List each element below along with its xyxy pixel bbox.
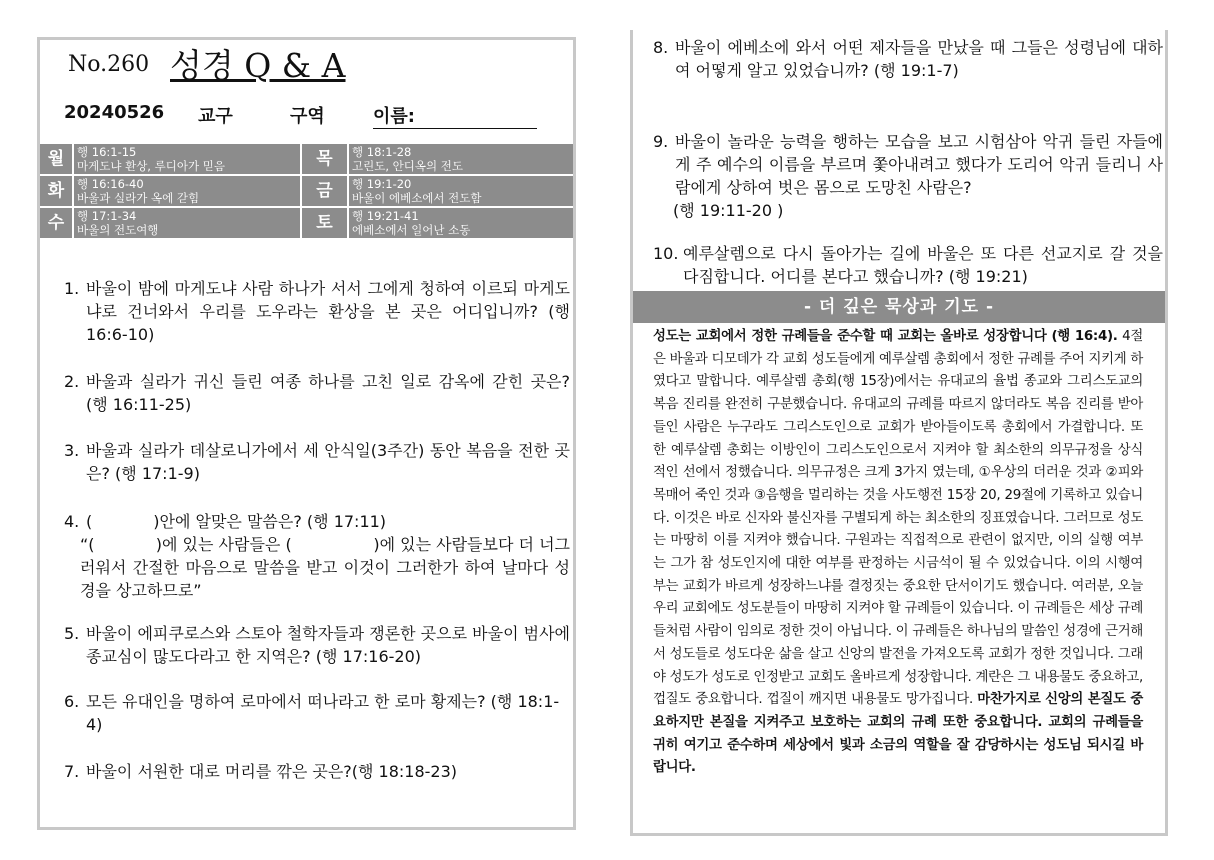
question-5 xyxy=(64,622,570,668)
meditation-bold-intro: 성도는 교회에서 정한 규례들을 준수할 때 교회는 올바로 성장합니다 (행 16:4). xyxy=(653,329,1118,344)
question-text: 바울과 실라가 귀신 들린 여종 하나를 고친 일로 감옥에 갇힌 곳은? (행 16:11-25) xyxy=(86,372,570,414)
schedule-desc: 바울의 전도여행 xyxy=(77,223,159,237)
question-text: 바울이 놀라운 능력을 행하는 모습을 보고 시험삼아 악귀 들린 자들에게 주 예수의 이름을 부르며 쫓아내려고 했다가 도리어 악귀 들리니 사람에게 상하여 벗은 몸으로 도망친 사람은? xyxy=(675,132,1163,197)
question-2 xyxy=(64,370,570,416)
issue-number: No.260 xyxy=(68,52,150,77)
zone-label: 구역 xyxy=(290,106,325,127)
question-7 xyxy=(64,760,570,783)
meditation-text: 4절은 바울과 디모데가 각 교회 성도들에게 예루살렘 총회에서 정한 규례를 주어 지키게 하였다고 말합니다. 예루살렘 총회(행 15장)에서는 유대교의 율법 종교와 그리스도교의 복음 진리를 완전히 구분했습니다. 유대교의 규례를 따르지 않더라도 복음 진리를 받아들인 사람은 누구라도 그리스도인으로 교회가 받아들이도록 총회에서 가결합니다. 또한 예루살렘 총회는 이방인이 그리스도인으로서 지켜야 할 최소한의 의무규정을 상식적인 선에서 정했습니다. 의무규정은 크게 3가지 였는데, ①우상의 더러운 것과 ②피와 목매어 죽인 것과 ③음행을 멀리하는 것을 사도행전 15장 20, 29절에 기록하고 있습니다. 이것은 바로 신자와 불신자를 구별되게 하는 최소한의 징표였습니다. 그러므로 성도는 마땅히 이를 지켜야 했습니다. 구원과는 직접적으로 관련이 없지만, 이의 실행 여부는 그가 참 성도인지에 대한 여부를 판정하는 시금석이 될 수 있었습니다. 이의 시행여부는 교회가 바르게 성장하느냐를 결정짓는 중요한 단서이기도 했습니다. 여러분, 오늘 우리 교회에도 성도분들이 마땅히 지켜야 할 규례들이 있습니다. 이 규례들은 세상 규례들처럼 사람이 임의로 정한 것이 아닙니다. 이 규례들은 하나님의 말씀인 성경에 근거해서 성도들로 성도다운 삶을 살고 신앙의 발전을 가져오도록 교회가 정한 것입니다. 그래야 성도가 성도로 인정받고 교회도 올바르게 성장합니다. 계란은 그 내용물도 중요하고, 껍질도 중요합니다. 껍질이 깨지면 내용물도 망가집니다. xyxy=(653,329,1143,708)
schedule-cell xyxy=(347,176,573,206)
schedule-desc: 바울이 에베소에서 전도함 xyxy=(352,191,482,205)
schedule-desc: 바울과 실라가 옥에 갇힘 xyxy=(77,191,200,205)
question-text: 예루살렘으로 다시 돌아가는 길에 바울은 또 다른 선교지로 갈 것을 다짐합니다. 어디를 본다고 했습니까? (행 19:21) xyxy=(683,244,1163,286)
question-number: 4. xyxy=(64,512,80,531)
weekly-schedule xyxy=(40,142,573,240)
question-text: ( )안에 알맞은 말씀은? (행 17:11) xyxy=(86,512,387,531)
schedule-ref: 행 17:1-34 xyxy=(77,209,137,223)
question-1 xyxy=(64,277,570,346)
question-number: 5. xyxy=(64,624,80,643)
day-label: 토 xyxy=(300,208,347,238)
question-10 xyxy=(653,242,1163,288)
name-label: 이름: xyxy=(373,102,537,129)
day-label: 수 xyxy=(40,208,72,238)
question-4 xyxy=(64,510,570,602)
question-6 xyxy=(64,690,570,736)
schedule-cell xyxy=(72,208,300,238)
schedule-ref: 행 19:21-41 xyxy=(352,209,419,223)
day-label: 금 xyxy=(300,176,347,206)
schedule-cell xyxy=(347,144,573,174)
question-text: 모든 유대인을 명하여 로마에서 떠나라고 한 로마 황제는? (행 18:1-4) xyxy=(86,692,560,734)
schedule-desc: 고린도, 안디옥의 전도 xyxy=(352,159,463,173)
meditation-bold-outro: 마찬가지로 신앙의 본질도 중요하지만 본질을 지켜주고 보호하는 교회의 규례 또한 중요합니다. 교회의 규례들을 귀히 여기고 준수하며 세상에서 빛과 소금의 역할을 잘 감당하시는 성도님 되시길 바랍니다. xyxy=(653,692,1143,776)
question-number: 1. xyxy=(64,279,80,298)
schedule-row xyxy=(40,176,573,206)
schedule-cell xyxy=(72,176,300,206)
question-8 xyxy=(653,36,1163,82)
question-number: 7. xyxy=(64,762,80,781)
schedule-cell xyxy=(72,144,300,174)
question-number: 10. xyxy=(653,244,679,263)
question-number: 9. xyxy=(653,132,669,151)
day-label: 목 xyxy=(300,144,347,174)
question-9 xyxy=(653,130,1163,222)
question-number: 2. xyxy=(64,372,80,391)
question-text: 바울이 서원한 대로 머리를 깎은 곳은?(행 18:18-23) xyxy=(86,762,458,781)
question-number: 6. xyxy=(64,692,80,711)
question-3 xyxy=(64,439,570,485)
question-text: 바울이 밤에 마게도냐 사람 하나가 서서 그에게 청하여 이르되 마게도냐로 건너와서 우리를 도우라는 환상을 본 곳은 어디입니까? (행 16:6-10) xyxy=(86,279,570,344)
question-text: 바울과 실라가 데살로니가에서 세 안식일(3주간) 동안 복음을 전한 곳은? (행 17:1-9) xyxy=(86,441,570,483)
schedule-desc: 에베소에서 일어난 소동 xyxy=(352,223,471,237)
schedule-row xyxy=(40,208,573,238)
district-label: 교구 xyxy=(198,106,233,127)
schedule-ref: 행 19:1-20 xyxy=(352,177,412,191)
question-text: 바울이 에피쿠로스와 스토아 철학자들과 쟁론한 곳으로 바울이 범사에 종교심이 많도다라고 한 지역은? (행 17:16-20) xyxy=(86,624,570,666)
question-number: 8. xyxy=(653,38,669,57)
date-text: 20240526 xyxy=(64,102,165,123)
day-label: 화 xyxy=(40,176,72,206)
meditation-header: - 더 깊은 묵상과 기도 - xyxy=(633,291,1165,323)
page-title: 성경 Q & A xyxy=(170,46,346,85)
right-panel xyxy=(630,30,1168,836)
schedule-row xyxy=(40,144,573,174)
question-text: 바울이 에베소에 와서 어떤 제자들을 만났을 때 그들은 성령님에 대하여 어떻게 알고 있었습니까? (행 19:1-7) xyxy=(675,38,1163,80)
schedule-ref: 행 16:1-15 xyxy=(77,145,137,159)
day-label: 월 xyxy=(40,144,72,174)
question-quote: “( )에 있는 사람들은 ( )에 있는 사람들보다 더 너그러워서 간절한 마음으로 말씀을 받고 이것이 그러한가 하여 날마다 성경을 상고하므로” xyxy=(80,535,570,600)
question-ref: (행 19:11-20 ) xyxy=(673,201,784,220)
meditation-body xyxy=(653,326,1143,780)
schedule-ref: 행 18:1-28 xyxy=(352,145,412,159)
schedule-desc: 마게도냐 환상, 루디아가 믿음 xyxy=(77,159,225,173)
question-number: 3. xyxy=(64,441,80,460)
left-panel xyxy=(37,37,576,830)
schedule-ref: 행 16:16-40 xyxy=(77,177,144,191)
schedule-cell xyxy=(347,208,573,238)
